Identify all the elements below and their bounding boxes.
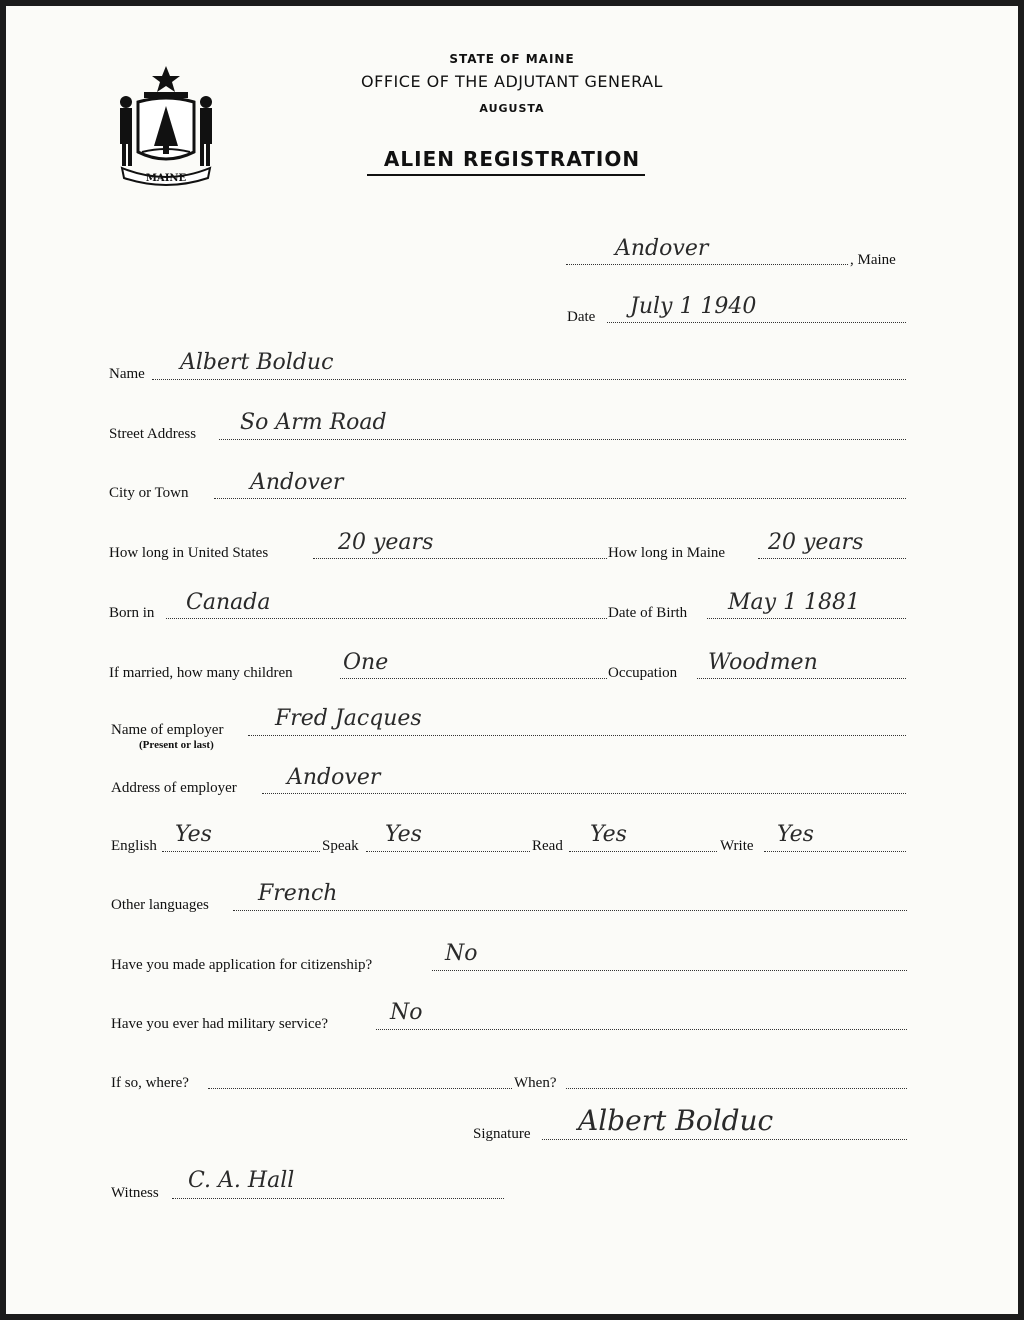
signature-line	[542, 1139, 907, 1140]
city-label: City or Town	[109, 485, 189, 501]
occupation-label: Occupation	[608, 665, 678, 681]
town-value: Andover	[615, 236, 709, 261]
english-value: Yes	[175, 822, 212, 847]
name-value: Albert Bolduc	[180, 350, 334, 375]
read-line	[569, 851, 717, 852]
children-value: One	[343, 650, 389, 675]
street-line	[219, 439, 906, 440]
header-office: OFFICE OF THE ADJUTANT GENERAL	[361, 72, 663, 91]
name-label: Name	[109, 366, 145, 382]
header-state: STATE OF MAINE	[449, 52, 575, 66]
street-label: Street Address	[109, 426, 197, 442]
born-line	[166, 618, 607, 619]
witness-line	[172, 1198, 504, 1199]
signature-value: Albert Bolduc	[578, 1104, 774, 1137]
speak-label: Speak	[322, 838, 359, 854]
town-line	[566, 264, 848, 265]
employer-sublabel: (Present or last)	[139, 739, 214, 751]
date-line	[607, 322, 906, 323]
citizenship-value: No	[445, 941, 478, 966]
citizenship-label: Have you made application for citizenship?	[111, 957, 373, 973]
page-title: ALIEN REGISTRATION	[383, 147, 641, 171]
employer-address-value: Andover	[287, 765, 381, 790]
children-label: If married, how many children	[109, 665, 293, 681]
title-underline	[367, 174, 645, 176]
military-label: Have you ever had military service?	[111, 1016, 328, 1032]
when-label: When?	[514, 1075, 557, 1091]
us-value: 20 years	[338, 530, 434, 555]
when-line	[566, 1088, 907, 1089]
name-line	[152, 379, 906, 380]
read-value: Yes	[590, 822, 627, 847]
english-line	[162, 851, 320, 852]
citizenship-line	[432, 970, 907, 971]
street-value: So Arm Road	[240, 410, 387, 435]
header-city: AUGUSTA	[479, 102, 545, 115]
form-page	[6, 6, 1018, 1314]
military-value: No	[390, 1000, 423, 1025]
witness-value: C. A. Hall	[188, 1168, 295, 1193]
write-value: Yes	[777, 822, 814, 847]
date-label: Date	[567, 309, 596, 325]
born-label: Born in	[109, 605, 155, 621]
english-label: English	[111, 838, 157, 854]
read-label: Read	[532, 838, 563, 854]
date-value: July 1 1940	[630, 294, 757, 319]
employer-address-label: Address of employer	[111, 780, 237, 796]
dob-line	[707, 618, 906, 619]
born-value: Canada	[186, 590, 271, 615]
where-label: If so, where?	[111, 1075, 189, 1091]
maine-line	[758, 558, 906, 559]
where-line	[208, 1088, 512, 1089]
military-line	[376, 1029, 907, 1030]
maine-value: 20 years	[768, 530, 864, 555]
employer-label: Name of employer	[111, 722, 224, 738]
other-languages-value: French	[258, 881, 338, 906]
occupation-value: Woodmen	[708, 650, 818, 675]
employer-line	[248, 735, 906, 736]
occupation-line	[697, 678, 906, 679]
city-value: Andover	[250, 470, 344, 495]
town-suffix: , Maine	[850, 252, 896, 268]
speak-line	[366, 851, 530, 852]
witness-label: Witness	[111, 1185, 159, 1201]
employer-address-line	[262, 793, 906, 794]
employer-value: Fred Jacques	[275, 706, 422, 731]
speak-value: Yes	[385, 822, 422, 847]
children-line	[340, 678, 607, 679]
dob-value: May 1 1881	[728, 590, 861, 615]
seal-banner-text: MAINE	[145, 173, 187, 184]
maine-label: How long in Maine	[608, 545, 726, 561]
other-languages-label: Other languages	[111, 897, 209, 913]
write-label: Write	[720, 838, 754, 854]
other-languages-line	[233, 910, 907, 911]
us-label: How long in United States	[109, 545, 269, 561]
us-line	[313, 558, 607, 559]
signature-label: Signature	[473, 1126, 531, 1142]
write-line	[764, 851, 906, 852]
city-line	[214, 498, 906, 499]
dob-label: Date of Birth	[608, 605, 688, 621]
